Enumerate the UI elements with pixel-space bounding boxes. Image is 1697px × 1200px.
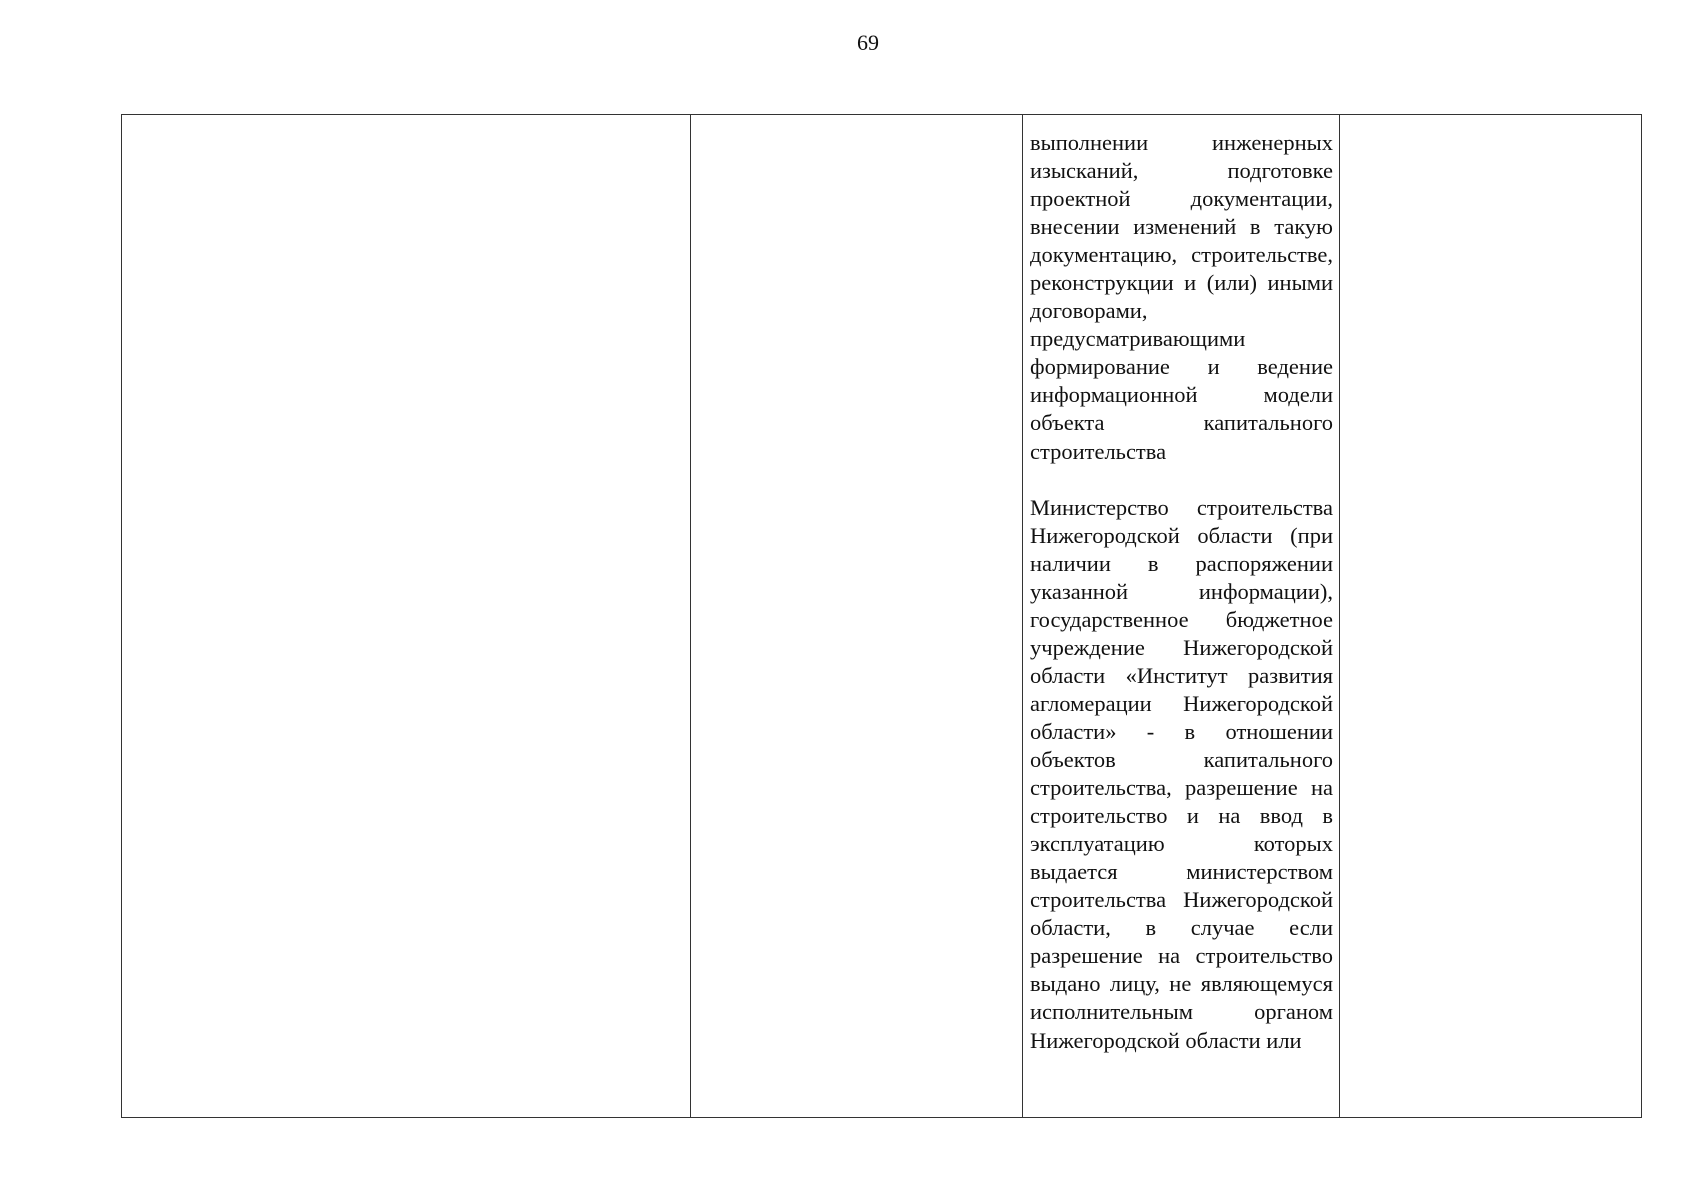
table-cell-column-2 [691, 115, 1023, 1117]
table-cell-column-1 [122, 115, 691, 1117]
document-table [121, 114, 1642, 1118]
cell-text-block [1030, 129, 1333, 1055]
paragraph-information-model: выполнении инженерных изысканий, подготовке проектной документации, внесении изменений в такую документацию, строительстве, реконструкции и (или) иными договорами, предусматривающими формирование и ведение информационной модели объекта капитального строительства [1030, 130, 1333, 464]
paragraph-spacer [1030, 466, 1333, 494]
table-cell-column-3 [1023, 115, 1340, 1117]
page-number: 69 [857, 30, 879, 55]
table-cell-column-4 [1340, 115, 1641, 1117]
paragraph-ministry: Министерство строительства Нижегородской области (при наличии в распоряжении указанной информации), государственное бюджетное учреждение Нижегородской области «Институт развития агломерации Нижегородской области» - в отношении объектов капитального строительства, разрешение на строительство и на ввод в эксплуатацию которых выдается министерством строительства Нижегородской области, в случае если разрешение на строительство выдано лицу, не являющемуся исполнительным органом Нижегородской области или [1030, 494, 1333, 1053]
